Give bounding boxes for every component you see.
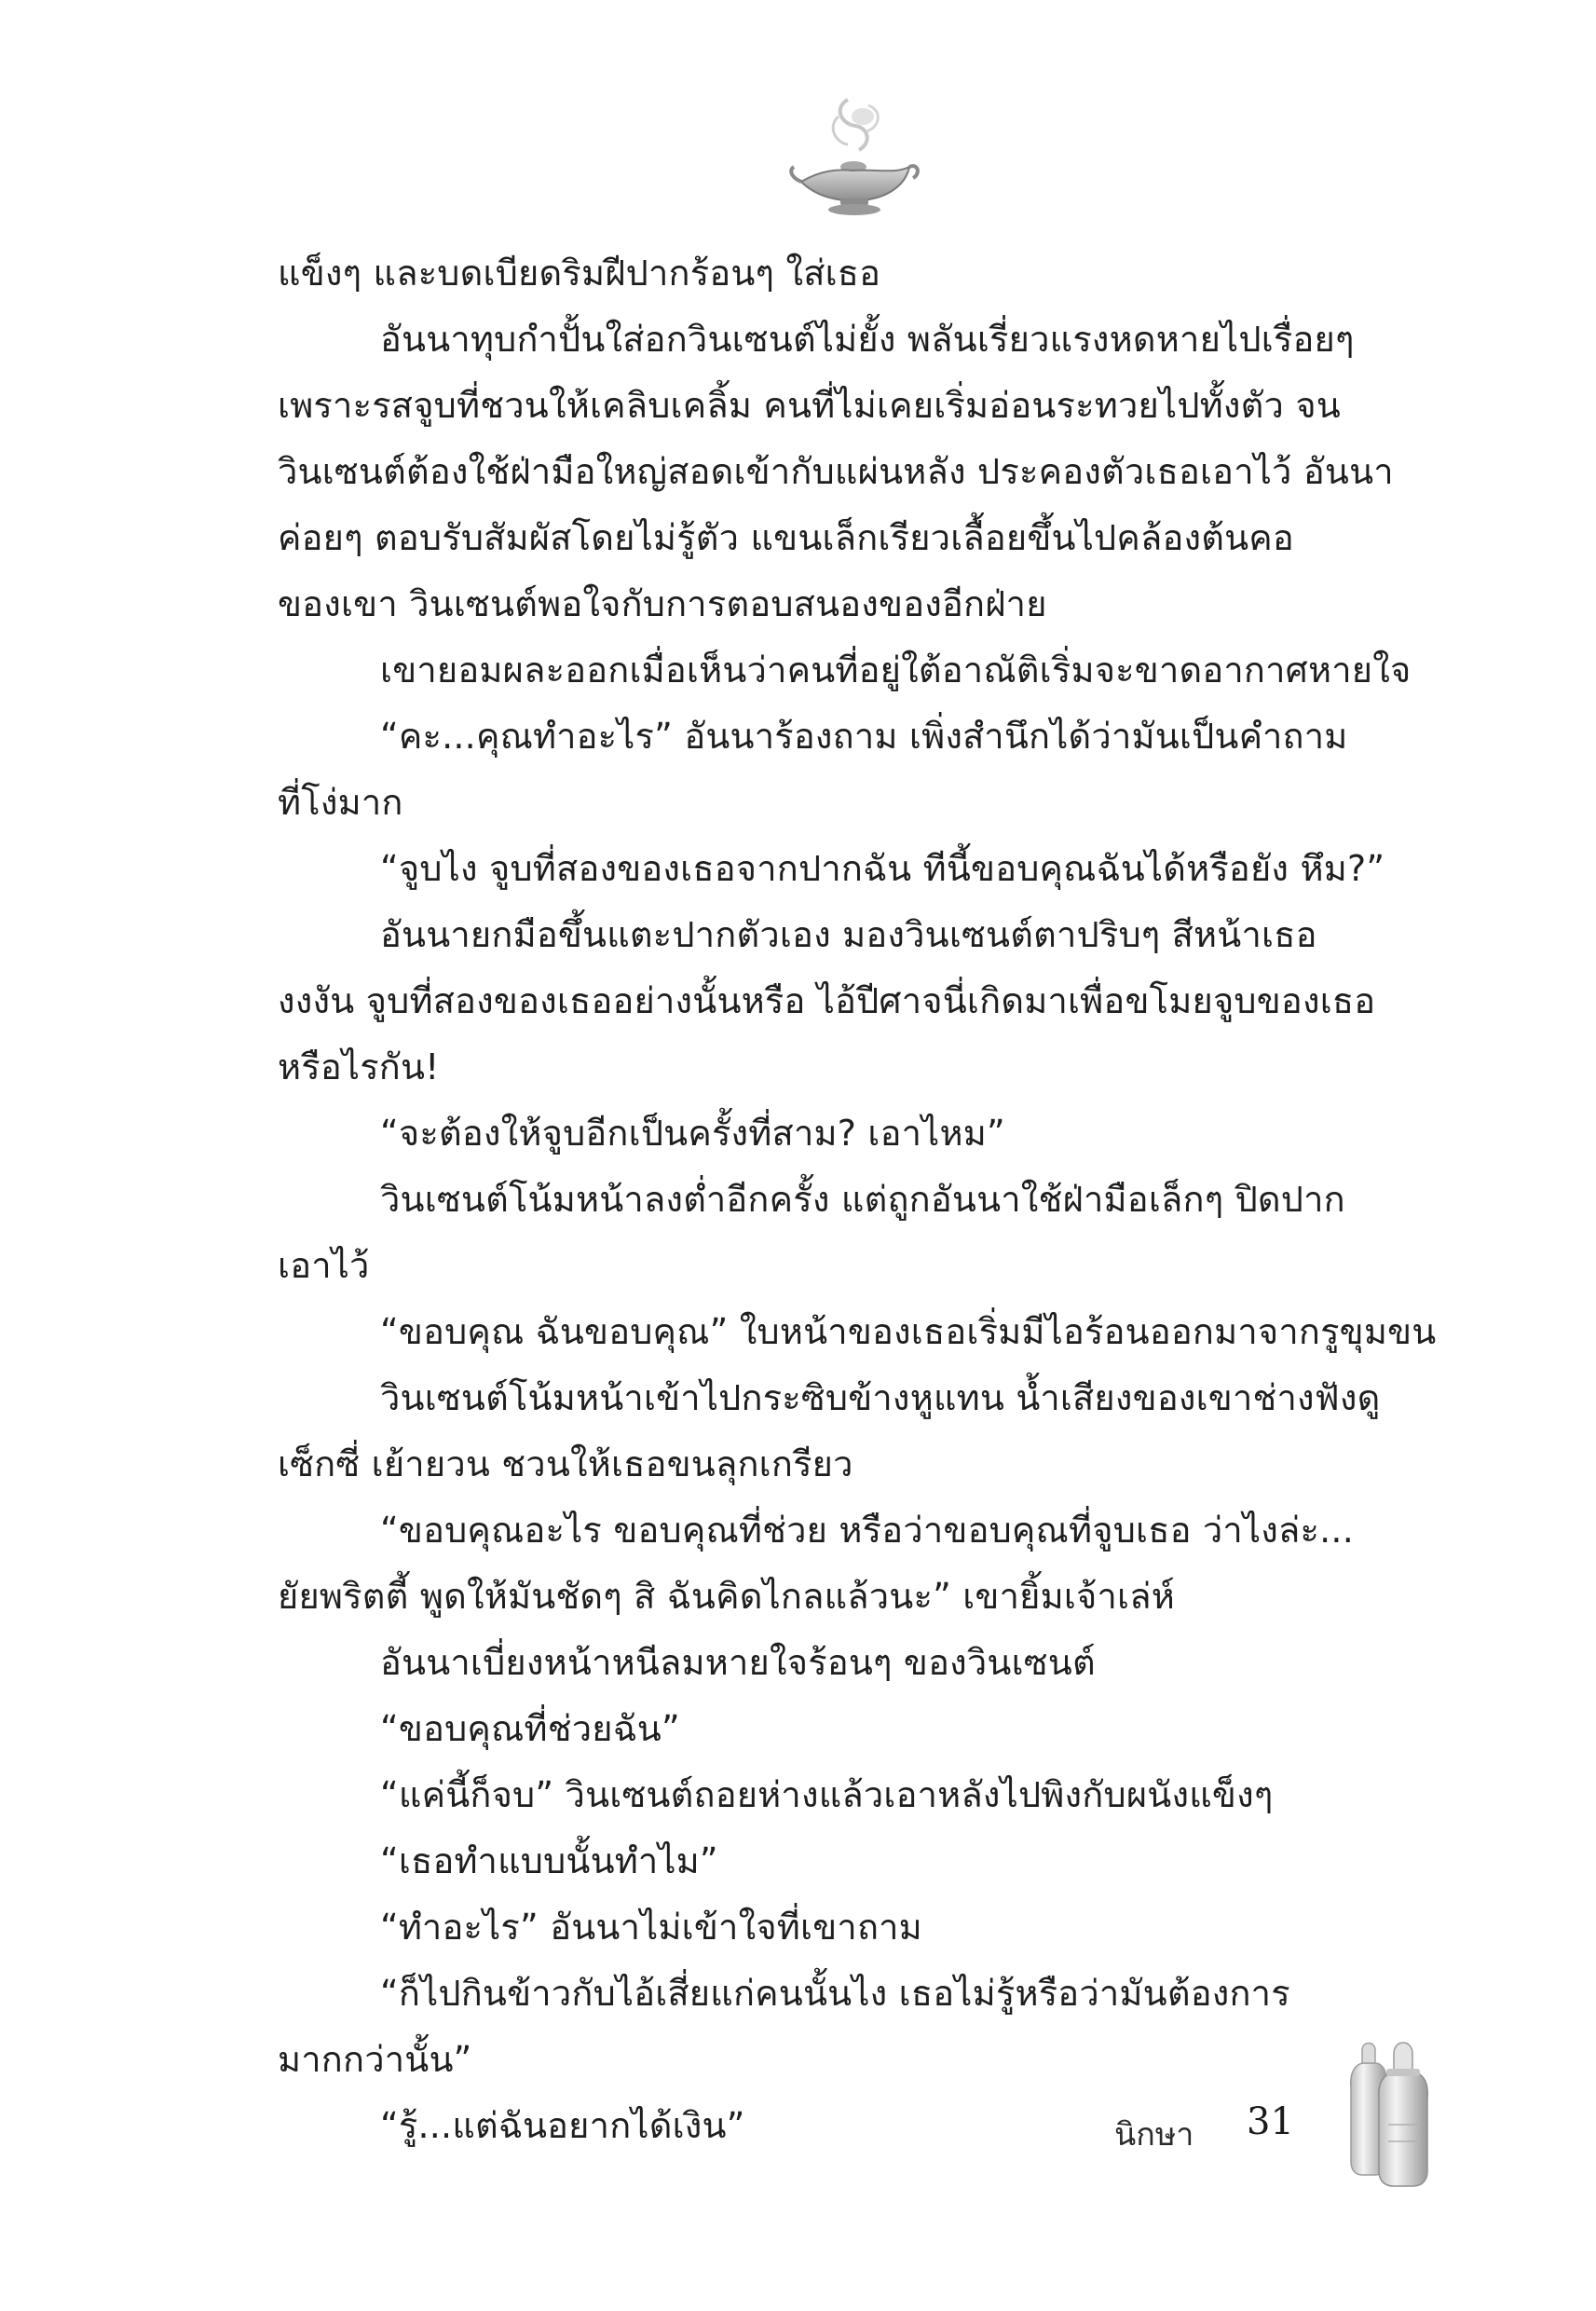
text-line: “แค่นี้ก็จบ” วินเซนต์ถอยห่างแล้วเอาหลังไปพิงกับผนังแข็งๆ [380,1774,1274,1815]
text-line: ที่โง่มาก [278,782,403,823]
text-line: หรือไรกัน! [278,1046,440,1087]
text-line: เขายอมผละออกเมื่อเห็นว่าคนที่อยู่ใต้อาณัติเริ่มจะขาดอากาศหายใจ [380,650,1412,691]
text-line: “จูบไง จูบที่สองของเธอจากปากฉัน ทีนี้ขอบคุณฉันได้หรือยัง หึม?” [380,848,1385,889]
text-line: ค่อยๆ ตอบรับสัมผัสโดยไม่รู้ตัว แขนเล็กเรียวเลื้อยขึ้นไปคล้องต้นคอ [278,517,1294,558]
text-line: “จะต้องให้จูบอีกเป็นครั้งที่สาม? เอาไหม” [380,1113,1005,1154]
text-line: งงงัน จูบที่สองของเธออย่างนั้นหรือ ไอ้ปีศาจนี่เกิดมาเพื่อขโมยจูบของเธอ [278,980,1376,1021]
body-text [278,240,1442,2159]
text-line: “คะ...คุณทำอะไร” อันนาร้องถาม เพิ่งสำนึกได้ว่ามันเป็นคำถาม [380,716,1348,757]
text-line: วินเซนต์โน้มหน้าลงต่ำอีกครั้ง แต่ถูกอันนาใช้ฝ่ามือเล็กๆ ปิดปาก [380,1179,1345,1220]
text-line: อันนายกมือขึ้นแตะปากตัวเอง มองวินเซนต์ตาปริบๆ สีหน้าเธอ [380,914,1317,955]
text-line: วินเซนต์ต้องใช้ฝ่ามือใหญ่สอดเข้ากับแผ่นหลัง ประคองตัวเธอเอาไว้ อันนา [278,451,1394,492]
text-line: อันนาทุบกำปั้นใส่อกวินเซนต์ไม่ยั้ง พลันเรี่ยวแรงหดหายไปเรื่อยๆ [380,319,1355,360]
text-line: มากกว่านั้น” [278,2039,472,2080]
text-line: “ก็ไปกินข้าวกับไอ้เสี่ยแก่คนนั้นไง เธอไม่รู้หรือว่ามันต้องการ [380,1973,1290,2014]
text-line: “ทำอะไร” อันนาไม่เข้าใจที่เขาถาม [380,1907,922,1948]
text-line: อันนาเบี่ยงหน้าหนีลมหายใจร้อนๆ ของวินเซนต์ [380,1642,1096,1683]
page-number: 31 [1247,2100,1294,2143]
text-line: แข็งๆ และบดเบียดริมฝีปากร้อนๆ ใส่เธอ [278,253,881,294]
text-line: ของเขา วินเซนต์พอใจกับการตอบสนองของอีกฝ่าย [278,583,1047,624]
text-line: เอาไว้ [278,1245,370,1286]
text-line: “ขอบคุณ ฉันขอบคุณ” ใบหน้าของเธอเริ่มมีไอร้อนออกมาจากรูขุมขน [380,1311,1437,1352]
text-line: “ขอบคุณที่ช่วยฉัน” [380,1708,680,1749]
text-line: เพราะรสจูบที่ชวนให้เคลิบเคลิ้ม คนที่ไม่เคยเริ่มอ่อนระทวยไปทั้งตัว จน [278,385,1341,426]
text-line: วินเซนต์โน้มหน้าเข้าไปกระซิบข้างหูแทน น้ำเสียงของเขาช่างฟังดู [380,1377,1381,1418]
text-line: ยัยพริตตี้ พูดให้มันชัดๆ สิ ฉันคิดไกลแล้วนะ” เขายิ้มเจ้าเล่ห์ [278,1576,1175,1617]
author-name: นิกษา [1114,2116,1194,2154]
magic-lamp-icon [783,89,922,228]
text-line: “รู้...แต่ฉันอยากได้เงิน” [380,2105,745,2146]
text-line: เซ็กซี่ เย้ายวน ชวนให้เธอขนลุกเกรียว [278,1443,853,1484]
text-line: “เธอทำแบบนั้นทำไม” [380,1840,718,1881]
text-line: “ขอบคุณอะไร ขอบคุณที่ช่วย หรือว่าขอบคุณที่จูบเธอ ว่าไงล่ะ... [380,1510,1354,1551]
